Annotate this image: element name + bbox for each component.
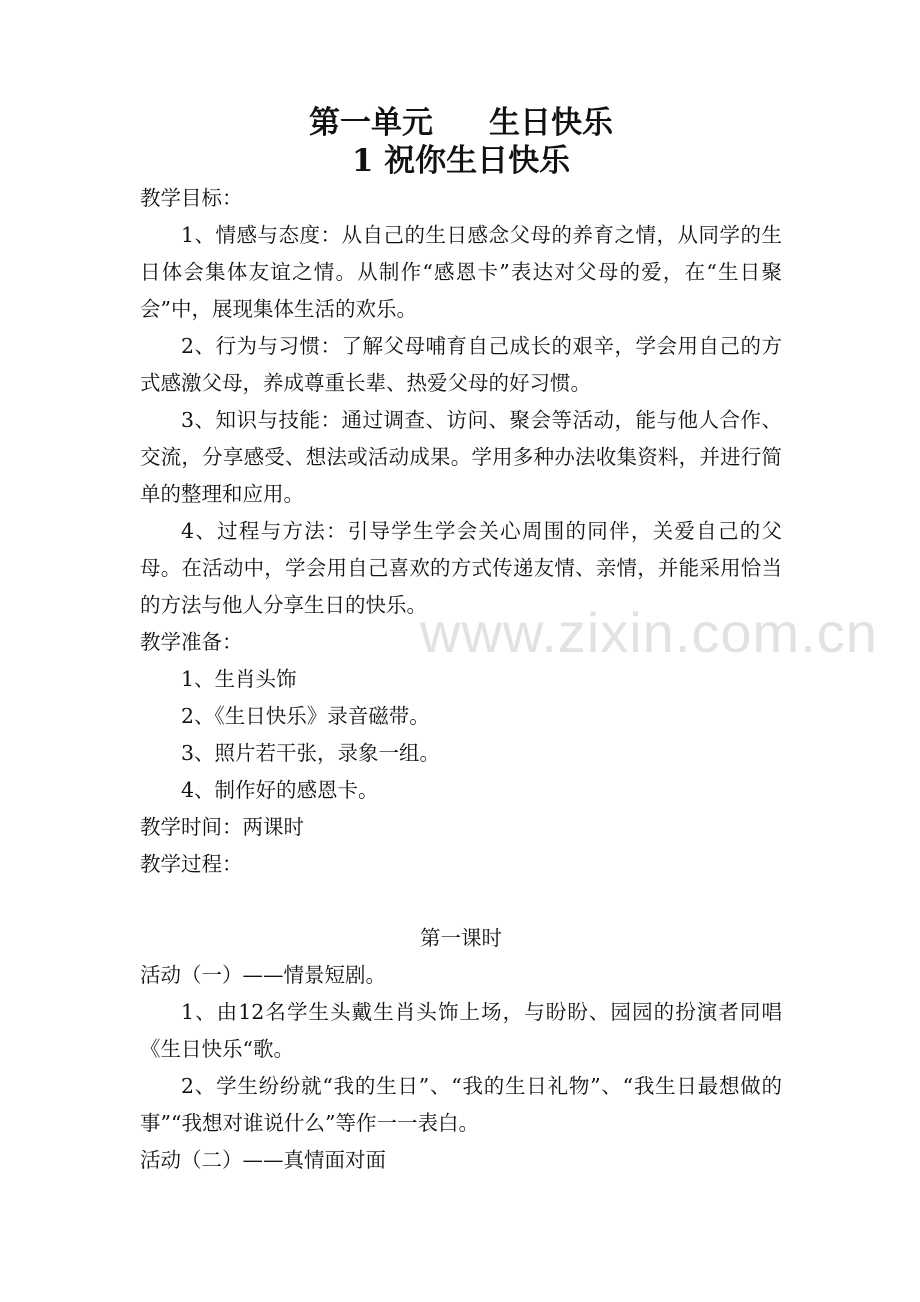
goal-item: 2、行为与习惯：了解父母哺育自己成长的艰辛，学会用自己的方式感激父母，养成尊重长辈、热爱父母的好习惯。 [140, 334, 782, 395]
document-page [140, 104, 782, 1179]
unit-title-topic: 生日快乐 [489, 105, 613, 141]
goal-item: 1、情感与态度：从自己的生日感念父母的养育之情，从同学的生日体会集体友谊之情。从制作“感恩卡”表达对父母的爱，在“生日聚会”中，展现集体生活的欢乐。 [140, 223, 782, 321]
activity-item: 1、由12名学生头戴生肖头饰上场，与盼盼、园园的扮演者同唱《生日快乐“歌。 [140, 1000, 782, 1061]
process-heading: 教学过程： [140, 852, 243, 876]
prep-item: 2、《生日快乐》录音磁带。 [181, 704, 430, 728]
prep-item: 3、照片若干张，录象一组。 [181, 741, 441, 765]
activity-title: 活动（一）——情景短剧。 [140, 963, 386, 987]
activity-title: 活动（二）——真情面对面 [140, 1148, 386, 1172]
activity-item: 2、学生纷纷就“我的生日”、“我的生日礼物”、“我生日最想做的事”“我想对谁说什么”等作一一表白。 [140, 1074, 782, 1135]
prep-item: 4、制作好的感恩卡。 [181, 778, 379, 802]
unit-title-number: 第一单元 [309, 105, 433, 141]
prep-heading: 教学准备： [140, 630, 243, 654]
goals-heading: 教学目标： [140, 186, 243, 210]
watermark: www.zixin.com.cn [420, 601, 878, 664]
unit-title [140, 104, 782, 142]
lesson-title: 1 祝你生日快乐 [351, 143, 571, 179]
prep-item: 1、生肖头饰 [181, 667, 297, 691]
lesson-heading: 第一课时 [420, 926, 502, 950]
goal-item: 4、过程与方法：引导学生学会关心周围的同伴，关爱自己的父母。在活动中，学会用自己喜欢的方式传递友情、亲情，并能采用恰当的方法与他人分享生日的快乐。 [140, 519, 782, 617]
blank-line [140, 883, 782, 920]
teaching-time: 教学时间：两课时 [140, 815, 304, 839]
goal-item: 3、知识与技能：通过调查、访问、聚会等活动，能与他人合作、交流，分享感受、想法或活动成果。学用多种办法收集资料，并进行简单的整理和应用。 [140, 408, 782, 506]
